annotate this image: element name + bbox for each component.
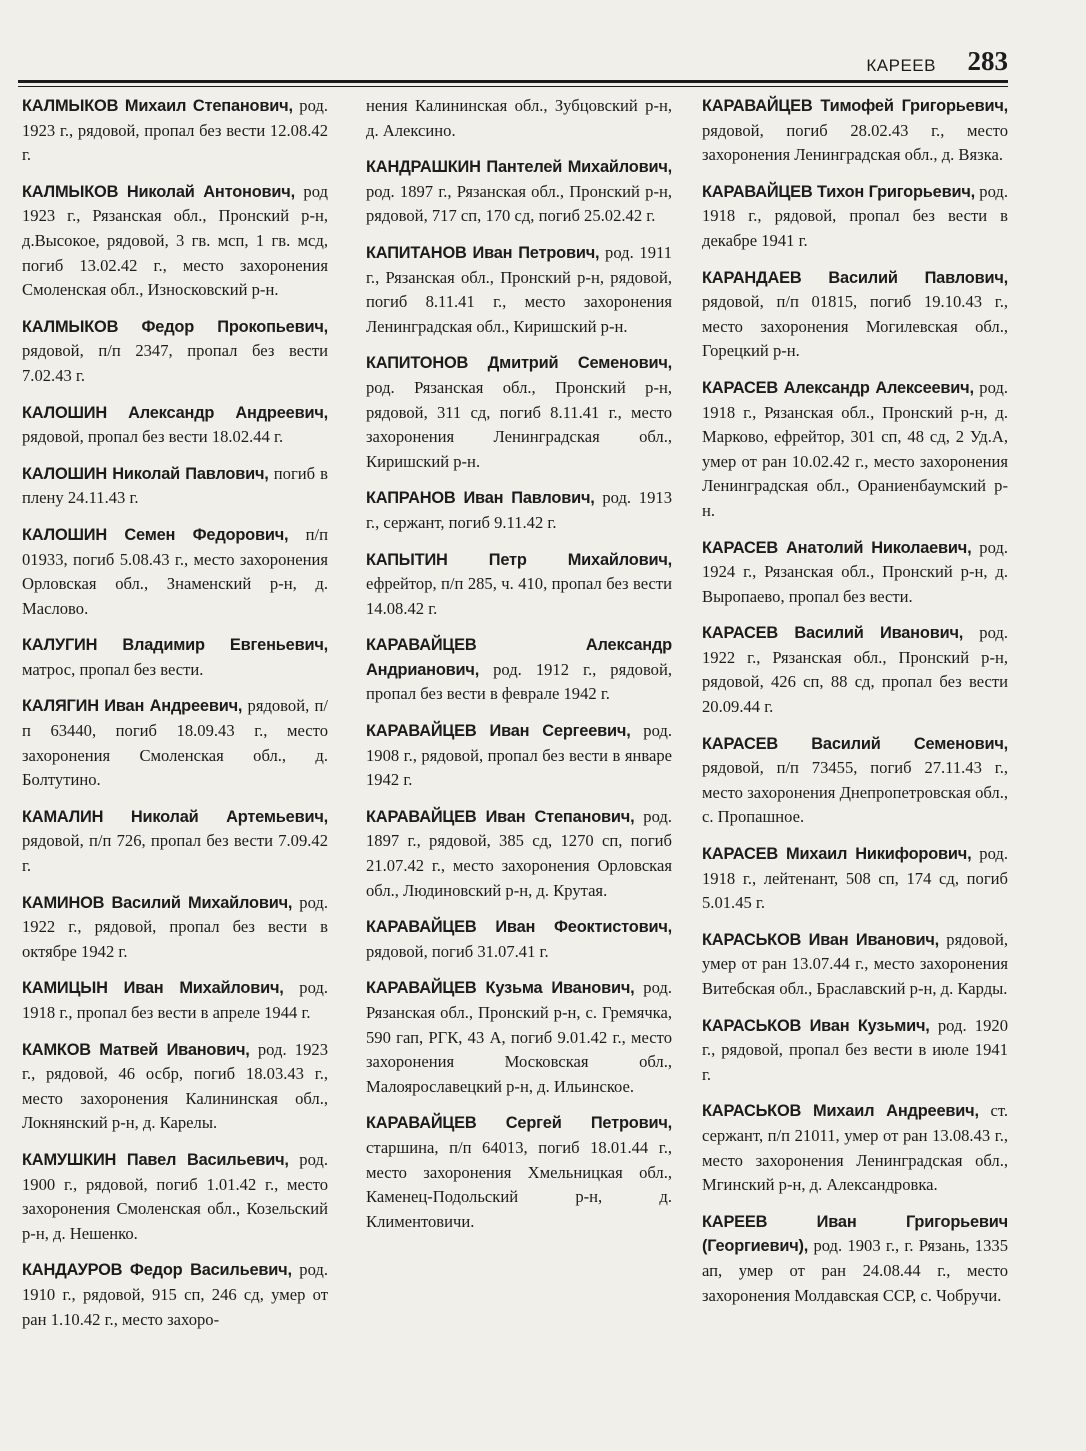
entry-name: КАМИЦЫН Иван Михайлович, [22, 979, 284, 998]
entry-details: род. 1910 г., рядовой, 915 сп, 246 сд, умер от ран 1.10.42 г., место захоро- [22, 1260, 329, 1329]
entry-details: род. 1900 г., рядовой, погиб 1.01.42 г., место захоронения Смоленская обл., Козельский р-н, д. Нешенко. [22, 1149, 329, 1243]
entry-name: КАРАВАЙЦЕВ Тимофей Григорьевич, [702, 97, 1008, 115]
entry-name: КАРАСЬКОВ Иван Кузьмич, [702, 1016, 930, 1035]
entry-details: род. 1922 г., рядовой, пропал без вести в октябре 1942 г. [22, 892, 328, 961]
register-entry [702, 94, 1008, 168]
entry-name: КАРАВАЙЦЕВ Кузьма Иванович, [366, 979, 635, 998]
entry-name: КАРАВАЙЦЕВ Иван Феоктистович, [366, 918, 672, 937]
register-entry [22, 523, 328, 621]
register-entry [702, 1210, 1008, 1308]
entry-details: род. 1897 г., Рязанская обл., Пронский р-н, рядовой, 717 сп, 170 сд, погиб 25.02.42 г. [366, 181, 672, 226]
entry-name: КАМИНОВ Василий Михайлович, [22, 893, 293, 912]
register-entry [22, 401, 328, 450]
page-number: 283 [967, 46, 1008, 76]
entry-name: КАЛОШИН Александр Андреевич, [22, 403, 328, 422]
entry-name: КАРАСЕВ Василий Иванович, [702, 624, 964, 643]
entry-name: КАЛУГИН Владимир Евгеньевич, [22, 636, 328, 655]
entry-name: КАРАСЕВ Анатолий Николаевич, [702, 538, 972, 557]
entry-details: род 1923 г., Рязанская обл., Пронский р-н, д.Высокое, рядовой, 3 гв. мсп, 1 гв. мсд, погиб 13.02.42 г., место захоронения Смоленская обл., Износковский р-н. [22, 181, 328, 300]
register-entry [366, 94, 672, 143]
register-entry [702, 266, 1008, 364]
entry-details: род. 1918 г., рядовой, пропал без вести в декабре 1941 г. [702, 181, 1009, 250]
entry-details: рядовой, погиб 31.07.41 г. [366, 941, 549, 961]
header-rule-thin [18, 86, 1008, 87]
entry-name: КАНДРАШКИН Пантелей Михайлович, [366, 158, 672, 177]
header-rule-thick [18, 80, 1008, 83]
entry-details: род. Рязанская обл., Пронский р-н, с. Гремячка, 590 гап, РГК, 43 А, погиб 9.01.42 г., место захоронения Московская обл., Малоярославецкий р-н, д. Ильинское. [366, 978, 672, 1096]
entry-name: КАРАСЬКОВ Иван Иванович, [702, 930, 940, 949]
register-entry [366, 719, 672, 793]
entry-details: род. 1923 г., рядовой, 46 осбр, погиб 18.03.43 г., место захоронения Калининская обл., Локнянский р-н, д. Карелы. [22, 1039, 328, 1133]
entry-details: рядовой, п/п 63440, погиб 18.09.43 г., место захоронения Смоленская обл., д. Болтутино. [22, 696, 328, 790]
register-entry [366, 486, 672, 535]
entry-name: КАПИТОНОВ Дмитрий Семенович, [366, 354, 672, 373]
register-entry [366, 155, 672, 229]
column-2 [366, 94, 672, 1246]
entry-details: род. 1913 г., сержант, погиб 9.11.42 г. [366, 488, 672, 532]
entry-details: погиб в плену 24.11.43 г. [22, 463, 328, 508]
entry-details: род. 1897 г., рядовой, 385 сд, 1270 сп, погиб 21.07.42 г., место захоронения Орловская обл., Людиновский р-н, д. Крутая. [366, 806, 672, 900]
entry-details: рядовой, п/п 73455, погиб 27.11.43 г., место захоронения Днепропетровская обл., с. Пропашное. [702, 758, 1008, 827]
entry-name: КАЛМЫКОВ Николай Антонович, [22, 182, 295, 201]
register-entry [366, 351, 672, 474]
entry-name: КАЛОШИН Семен Федорович, [22, 525, 289, 544]
entry-details: род. 1911 г., Рязанская обл., Пронский р-н, рядовой, погиб 8.11.41 г., место захоронения Ленинградская обл., Киришский р-н. [366, 242, 673, 336]
register-entry [22, 891, 328, 965]
entry-details: род. 1903 г., г. Рязань, 1335 ап, умер от ран 24.08.44 г., место захоронения Молдавская ССР, с. Чобручи. [702, 1236, 1008, 1305]
running-head: КАРЕЕВ [866, 56, 936, 75]
register-entry [702, 928, 1008, 1002]
entry-details: род. 1920 г., рядовой, пропал без вести в июле 1941 г. [702, 1015, 1008, 1084]
entry-name: КАПИТАНОВ Иван Петрович, [366, 243, 600, 262]
entry-details: род. Рязанская обл., Пронский р-н, рядовой, 311 сд, погиб 8.11.41 г., место захоронения Ленинградская обл., Киришский р-н. [366, 377, 672, 471]
column-1 [22, 94, 328, 1344]
entry-name: КАЛОШИН Николай Павлович, [22, 464, 269, 483]
entry-name: КАРАСЕВ Василий Семенович, [702, 734, 1008, 753]
entry-details: п/п 01933, погиб 5.08.43 г., место захоронения Орловская обл., Знаменский р-н, д. Маслово. [22, 524, 328, 618]
entry-details: ефрейтор, п/п 285, ч. 410, пропал без вести 14.08.42 г. [366, 574, 672, 618]
entry-name: КАМАЛИН Николай Артемьевич, [22, 807, 328, 826]
entry-details: рядовой, п/п 726, пропал без вести 7.09.42 г. [22, 831, 328, 876]
entry-details: ст. сержант, п/п 21011, умер от ран 13.08.43 г., место захоронения Ленинградская обл., Мгинский р-н, д. Александровка. [702, 1101, 1008, 1195]
entry-details: род. 1922 г., Рязанская обл., Пронский р-н, рядовой, 426 сп, 88 сд, пропал без вести 20.09.44 г. [702, 623, 1009, 717]
entry-details: род. 1908 г., рядовой, пропал без вести в январе 1942 г. [366, 721, 672, 790]
register-entry [22, 315, 328, 389]
entry-name: КАРАСЕВ Александр Алексеевич, [702, 378, 974, 397]
register-entry [22, 633, 328, 682]
entry-details: род. 1918 г., лейтенант, 508 сп, 174 сд, погиб 5.01.45 г. [702, 844, 1009, 913]
register-entry [22, 1258, 328, 1332]
entry-name: КАРАВАЙЦЕВ Сергей Петрович, [366, 1114, 672, 1133]
entry-name: КАНДАУРОВ Федор Васильевич, [22, 1261, 292, 1280]
entry-details: род. 1924 г., Рязанская обл., Пронский р-н, д. Выропаево, пропал без вести. [702, 537, 1008, 606]
entry-details: нения Калининская обл., Зубцовский р-н, д. Алексино. [366, 96, 672, 140]
entry-name: КАМКОВ Матвей Иванович, [22, 1040, 250, 1059]
register-entry [366, 241, 672, 339]
register-entry [22, 94, 328, 168]
entry-details: род. 1923 г., рядовой, пропал без вести 12.08.42 г. [22, 96, 328, 165]
register-entry [22, 1148, 328, 1246]
register-entry [366, 915, 672, 964]
entry-details: рядовой, погиб 28.02.43 г., место захоронения Ленинградская обл., д. Вязка. [702, 120, 1008, 165]
register-entry [22, 1038, 328, 1136]
entry-name: КАРАВАЙЦЕВ Иван Степанович, [366, 807, 635, 826]
register-entry [702, 1099, 1008, 1197]
entry-details: рядовой, умер от ран 13.07.44 г., место захоронения Витебская обл., Браславский р-н, д. Карды. [702, 929, 1008, 998]
register-entry [702, 180, 1008, 254]
entry-name: КАРЕЕВ Иван Григорьевич (Георгиевич), [702, 1212, 1008, 1256]
register-entry [702, 376, 1008, 524]
register-entry [366, 548, 672, 622]
register-entry [702, 536, 1008, 610]
entry-name: КАЛМЫКОВ Федор Прокопьевич, [22, 317, 328, 336]
register-entry [22, 805, 328, 879]
register-entry [702, 1014, 1008, 1088]
register-entry [22, 462, 328, 511]
entry-name: КАРАСЕВ Михаил Никифорович, [702, 845, 972, 864]
entry-details: род. 1918 г., Рязанская обл., Пронский р-н, д. Марково, ефрейтор, 301 сп, 48 сд, 2 Уд.А, умер от ран 10.02.42 г., место захоронения Ленинградская обл., Ораниенбаумский р-н. [702, 377, 1009, 520]
entry-name: КАПРАНОВ Иван Павлович, [366, 489, 595, 508]
entry-details: рядовой, пропал без вести 18.02.44 г. [22, 427, 284, 447]
register-entry [702, 732, 1008, 830]
entry-details: род. 1912 г., рядовой, пропал без вести в феврале 1942 г. [366, 659, 672, 704]
entry-name: КАРАВАЙЦЕВ Иван Сергеевич, [366, 722, 631, 741]
register-entry [366, 805, 672, 903]
entry-name: КАРАНДАЕВ Василий Павлович, [702, 268, 1008, 287]
entry-details: старшина, п/п 64013, погиб 18.01.44 г., место захоронения Хмельницкая обл., Каменец-Подольский р-н, д. Климентовичи. [366, 1137, 672, 1231]
entry-name: КАРАСЬКОВ Михаил Андреевич, [702, 1102, 979, 1121]
entry-details: матрос, пропал без вести. [22, 659, 204, 679]
register-entry [366, 633, 672, 707]
entry-name: КАРАВАЙЦЕВ Александр Андрианович, [366, 636, 672, 679]
entry-name: КАРАВАЙЦЕВ Тихон Григорьевич, [702, 182, 976, 201]
entry-details: рядовой, п/п 01815, погиб 19.10.43 г., место захоронения Могилевская обл., Горецкий р-н. [702, 292, 1008, 361]
entry-details: род. 1918 г., пропал без вести в апреле 1944 г. [22, 978, 329, 1022]
register-entry [366, 1111, 672, 1234]
register-entry [366, 976, 672, 1099]
entry-name: КАЛМЫКОВ Михаил Степанович, [22, 97, 293, 115]
register-entry [22, 180, 328, 303]
entry-details: рядовой, п/п 2347, пропал без вести 7.02.43 г. [22, 341, 328, 385]
entry-name: КАМУШКИН Павел Васильевич, [22, 1150, 289, 1169]
page-header [18, 44, 1008, 80]
column-3 [702, 94, 1008, 1320]
register-entry [22, 976, 328, 1025]
text-columns [22, 94, 1012, 1424]
entry-name: КАЛЯГИН Иван Андреевич, [22, 697, 243, 716]
entry-name: КАПЫТИН Петр Михайлович, [366, 550, 672, 569]
register-entry [702, 842, 1008, 916]
register-entry [22, 694, 328, 792]
register-entry [702, 621, 1008, 719]
